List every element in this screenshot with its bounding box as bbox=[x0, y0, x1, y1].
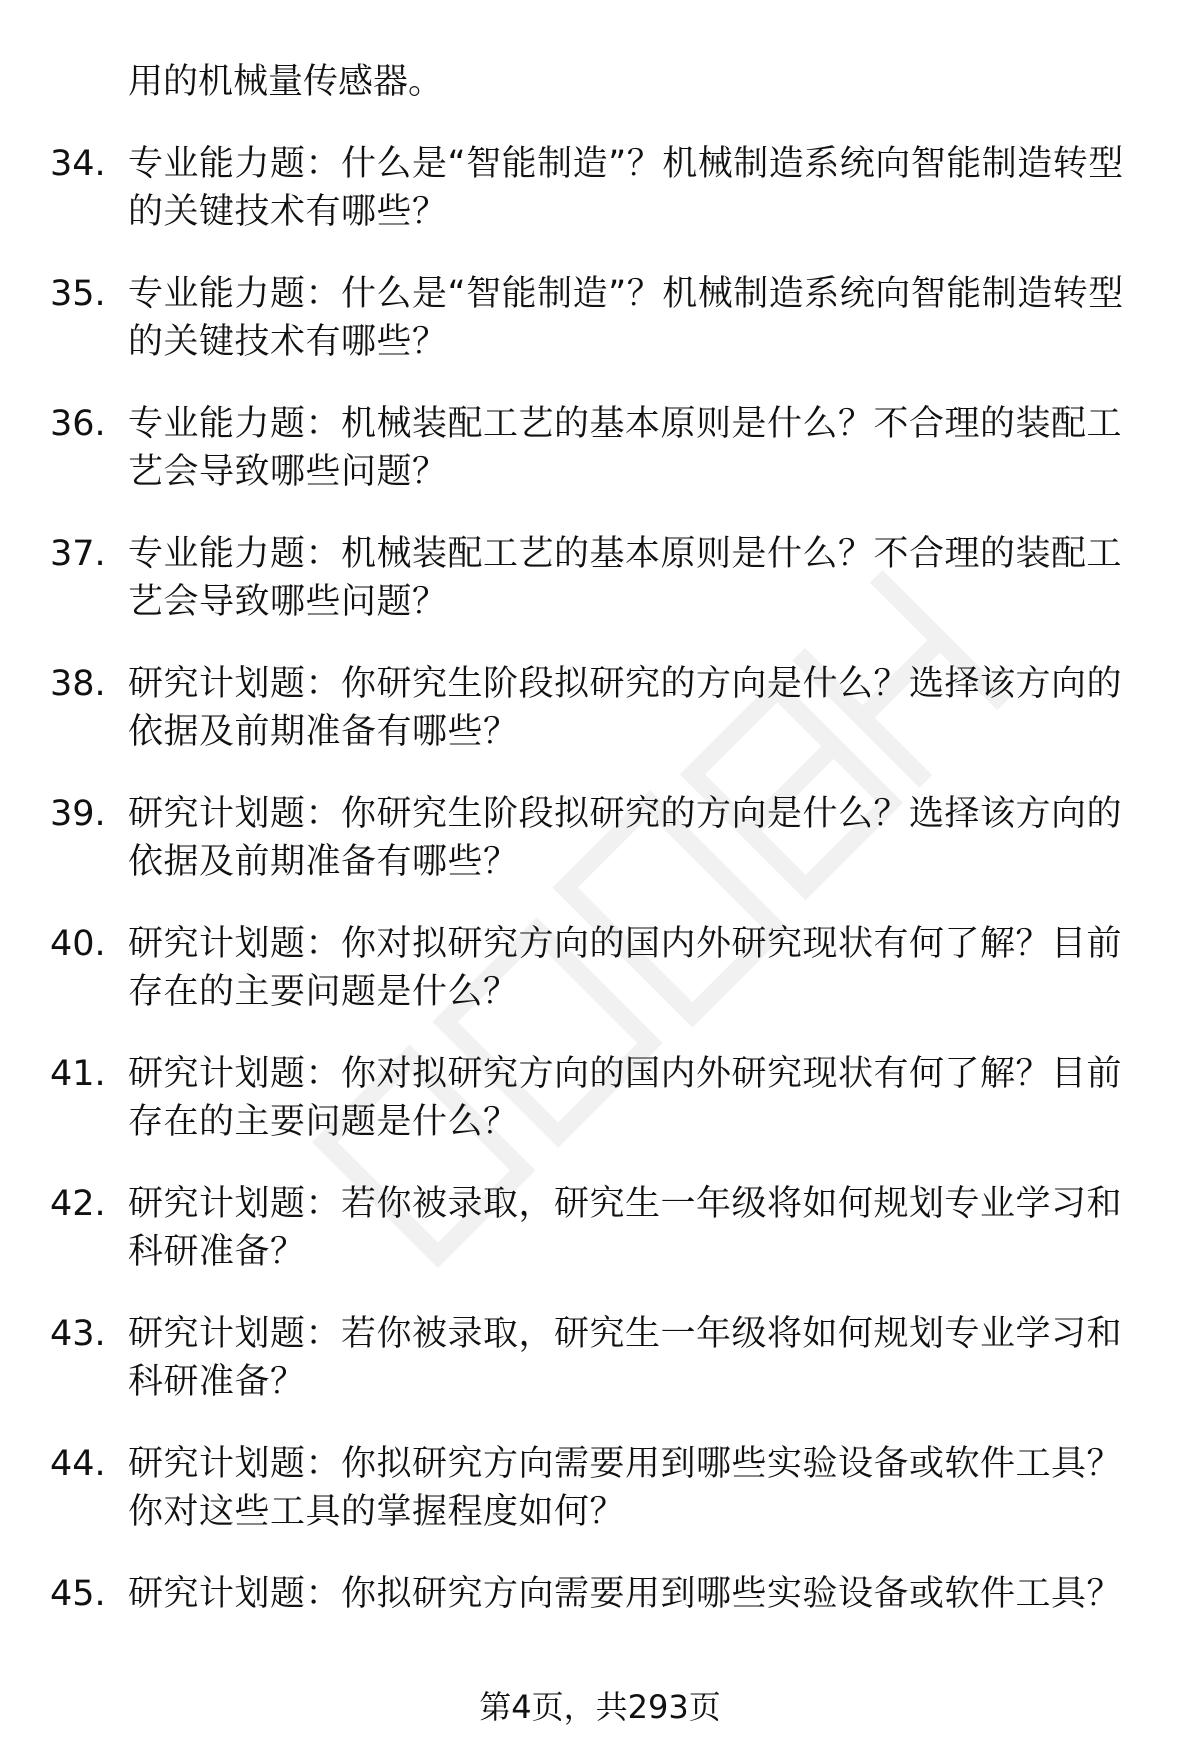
question-number: 37. bbox=[50, 534, 106, 574]
question-number: 34. bbox=[50, 144, 106, 184]
question-text: 研究计划题：若你被录取，研究生一年级将如何规划专业学习和科研准备？ bbox=[128, 1314, 1123, 1402]
question-item bbox=[0, 1050, 1200, 1180]
intro-continuation-text: 用的机械量传感器。 bbox=[128, 62, 444, 102]
question-text: 研究计划题：你拟研究方向需要用到哪些实验设备或软件工具？你对这些工具的掌握程度如何？ bbox=[128, 1444, 1123, 1532]
question-number: 44. bbox=[50, 1444, 106, 1484]
question-item bbox=[0, 1570, 1200, 1700]
question-item bbox=[0, 530, 1200, 660]
question-text: 专业能力题：机械装配工艺的基本原则是什么？不合理的装配工艺会导致哪些问题？ bbox=[128, 404, 1123, 492]
question-item bbox=[0, 140, 1200, 270]
question-number: 39. bbox=[50, 794, 106, 834]
question-item bbox=[0, 1440, 1200, 1570]
question-item bbox=[0, 790, 1200, 920]
question-text: 研究计划题：若你被录取，研究生一年级将如何规划专业学习和科研准备？ bbox=[128, 1184, 1123, 1272]
question-text: 研究计划题：你对拟研究方向的国内外研究现状有何了解？目前存在的主要问题是什么？ bbox=[128, 1054, 1123, 1142]
question-item bbox=[0, 1310, 1200, 1440]
question-number: 36. bbox=[50, 404, 106, 444]
question-item bbox=[0, 1180, 1200, 1310]
question-item bbox=[0, 270, 1200, 400]
page-footer: 第4页，共293页 bbox=[479, 1688, 721, 1726]
question-item bbox=[0, 400, 1200, 530]
question-item bbox=[0, 660, 1200, 790]
question-number: 35. bbox=[50, 274, 106, 314]
question-text: 研究计划题：你拟研究方向需要用到哪些实验设备或软件工具？ bbox=[128, 1574, 1123, 1614]
question-text: 专业能力题：机械装配工艺的基本原则是什么？不合理的装配工艺会导致哪些问题？ bbox=[128, 534, 1123, 622]
question-number: 45. bbox=[50, 1574, 106, 1614]
question-list bbox=[0, 140, 1200, 1700]
question-number: 41. bbox=[50, 1054, 106, 1094]
question-text: 研究计划题：你研究生阶段拟研究的方向是什么？选择该方向的依据及前期准备有哪些？ bbox=[128, 794, 1123, 882]
question-text: 研究计划题：你研究生阶段拟研究的方向是什么？选择该方向的依据及前期准备有哪些？ bbox=[128, 664, 1123, 752]
question-item bbox=[0, 920, 1200, 1050]
question-text: 研究计划题：你对拟研究方向的国内外研究现状有何了解？目前存在的主要问题是什么？ bbox=[128, 924, 1123, 1012]
question-number: 40. bbox=[50, 924, 106, 964]
question-number: 42. bbox=[50, 1184, 106, 1224]
question-text: 专业能力题：什么是“智能制造”？机械制造系统向智能制造转型的关键技术有哪些？ bbox=[128, 144, 1124, 232]
question-text: 专业能力题：什么是“智能制造”？机械制造系统向智能制造转型的关键技术有哪些？ bbox=[128, 274, 1124, 362]
question-number: 43. bbox=[50, 1314, 106, 1354]
question-number: 38. bbox=[50, 664, 106, 704]
